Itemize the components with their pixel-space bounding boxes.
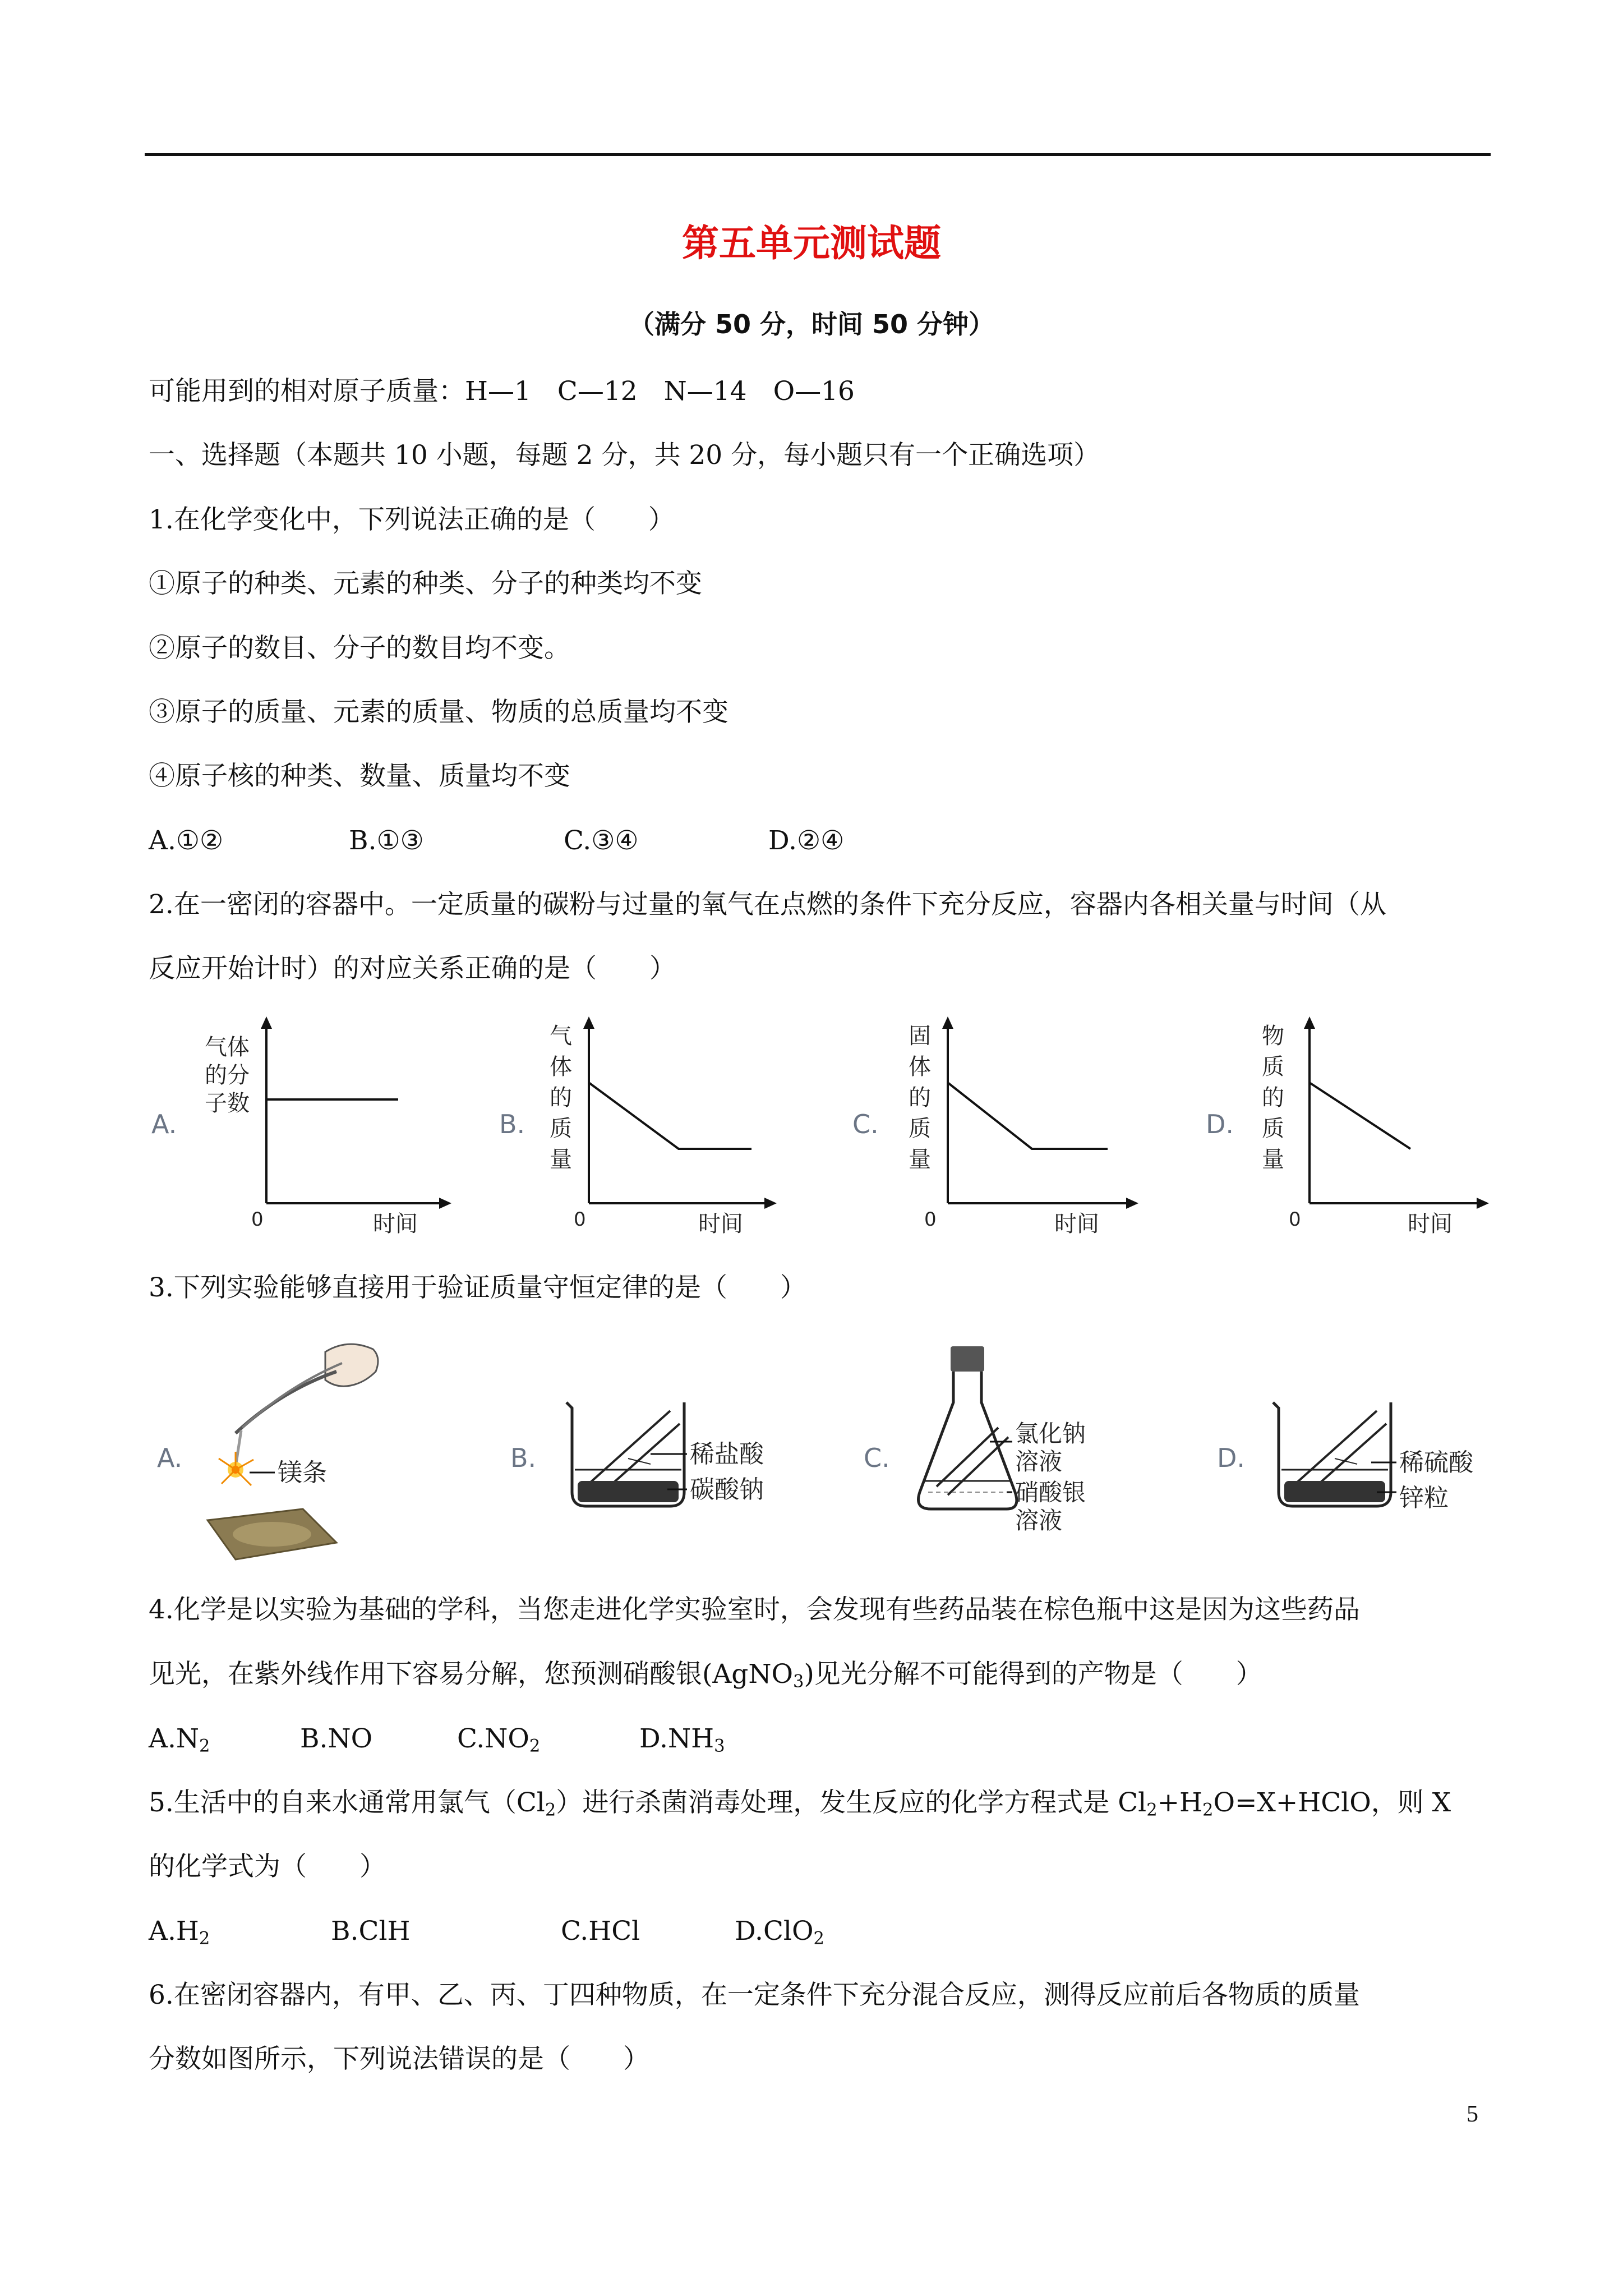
q4-stem-line2: 见光，在紫外线作用下容易分解，您预测硝酸银(AgNO$_3$)见光分解不可能得到的产物是（ ） bbox=[149, 1659, 1262, 1692]
graph-b-origin: 0 bbox=[574, 1208, 586, 1231]
q2-graph-a bbox=[146, 1010, 460, 1245]
graph-c-letter: C. bbox=[852, 1109, 879, 1139]
graph-c-ylabel-2: 体 bbox=[909, 1054, 931, 1080]
erlenmeyer-flask bbox=[919, 1372, 1017, 1509]
q3-apparatus-d bbox=[1211, 1329, 1525, 1565]
q3-apparatus-a bbox=[151, 1329, 454, 1565]
flame-sparks bbox=[219, 1452, 253, 1485]
page-number: 5 bbox=[1467, 2101, 1478, 2127]
graph-c-ylabel-1: 固 bbox=[909, 1023, 931, 1049]
graph-c-curve bbox=[948, 1083, 1108, 1149]
graph-b-curve bbox=[589, 1083, 751, 1149]
atomic-mass-line: 可能用到的相对原子质量：H—1 C—12 N—14 O—16 bbox=[149, 376, 855, 407]
q1-statement-2: ②原子的数目、分子的数目均不变。 bbox=[149, 633, 570, 664]
q1-statement-3: ③原子的质量、元素的质量、物质的总质量均不变 bbox=[149, 697, 728, 728]
q4-stem-line1: 4.化学是以实验为基础的学科，当您走进化学实验室时，会发现有些药品装在棕色瓶中这是因为这些药品 bbox=[149, 1594, 1360, 1625]
q1-statement-1: ①原子的种类、元素的种类、分子的种类均不变 bbox=[149, 568, 702, 599]
graph-c-ylabel-4: 质 bbox=[909, 1116, 931, 1142]
q5-option-b: B.ClH bbox=[331, 1916, 411, 1947]
q5-option-d: D.ClO$_2$ bbox=[735, 1916, 824, 1949]
graph-b-ylabel-3: 的 bbox=[550, 1085, 572, 1111]
apparatus-d-label-2: 锌粒 bbox=[1399, 1484, 1449, 1512]
graph-d-letter: D. bbox=[1206, 1109, 1234, 1139]
graph-d-ylabel-3: 的 bbox=[1262, 1085, 1284, 1111]
page-subtitle: （满分 50 分，时间 50 分钟） bbox=[628, 309, 995, 339]
graph-d-ylabel-2: 质 bbox=[1262, 1054, 1284, 1080]
q3-apparatus-b bbox=[505, 1329, 808, 1565]
q3-apparatus-c bbox=[858, 1329, 1172, 1565]
q2-graph-c bbox=[847, 1010, 1161, 1245]
graph-b-ylabel-2: 体 bbox=[550, 1054, 572, 1080]
graph-a-ylabel-2: 的分 bbox=[205, 1062, 250, 1088]
graph-b-ylabel-4: 质 bbox=[550, 1116, 572, 1142]
q2-graph-b bbox=[494, 1010, 808, 1245]
q6-stem-line1: 6.在密闭容器内，有甲、乙、丙、丁四种物质，在一定条件下充分混合反应，测得反应前后各物质的质量 bbox=[149, 1980, 1360, 2010]
graph-a-ylabel-3: 子数 bbox=[205, 1091, 250, 1116]
apparatus-a-letter: A. bbox=[157, 1443, 183, 1473]
q1-stem: 1.在化学变化中，下列说法正确的是（ ） bbox=[149, 504, 675, 535]
apparatus-d-letter: D. bbox=[1217, 1443, 1246, 1473]
graph-d-ylabel-1: 物 bbox=[1262, 1023, 1284, 1049]
q4-option-d: $D.NH_3$ bbox=[639, 1723, 725, 1756]
graph-a-origin: 0 bbox=[251, 1208, 264, 1231]
graph-d-origin: 0 bbox=[1289, 1208, 1301, 1231]
test-tube-b bbox=[589, 1411, 680, 1492]
apparatus-c-label-3: 硝酸银 bbox=[1015, 1479, 1086, 1506]
graph-d-xlabel: 时间 bbox=[1408, 1211, 1453, 1237]
apparatus-b-label-2: 碳酸钠 bbox=[690, 1475, 764, 1504]
graph-b-xlabel: 时间 bbox=[698, 1211, 743, 1237]
sodium-carbonate-solid bbox=[578, 1481, 679, 1502]
apparatus-a-label: 镁条 bbox=[278, 1458, 327, 1487]
apparatus-c-letter: C. bbox=[864, 1443, 890, 1473]
apparatus-c-label-2: 溶液 bbox=[1015, 1448, 1063, 1475]
q1-option-a: A.①② bbox=[149, 825, 224, 856]
q5-option-c: C.HCl bbox=[561, 1916, 640, 1947]
flask-stopper bbox=[951, 1346, 984, 1372]
apparatus-c-label-1: 氯化钠 bbox=[1015, 1420, 1086, 1447]
graph-d-curve bbox=[1310, 1083, 1410, 1149]
graph-b-ylabel-1: 气 bbox=[550, 1023, 572, 1049]
q4-option-a: $A.N_2$ bbox=[149, 1723, 210, 1756]
graph-b-ylabel-5: 量 bbox=[550, 1147, 572, 1172]
tongs-illustration bbox=[236, 1372, 336, 1433]
test-tube-c bbox=[937, 1428, 1008, 1495]
q5-stem-line1: 5.生活中的自来水通常用氯气$(Cl_2)$进行杀菌消毒处理，发生反应的化学方程式是 $Cl_2+H_2O=X+HClO$，则 X bbox=[149, 1787, 1451, 1820]
zinc-granules bbox=[1284, 1481, 1385, 1502]
page-title: 第五单元测试题 bbox=[682, 222, 941, 265]
q1-option-c: C.③④ bbox=[564, 825, 639, 856]
q1-option-b: B.①③ bbox=[349, 825, 424, 856]
graph-a-xlabel: 时间 bbox=[373, 1211, 418, 1237]
header-rule bbox=[145, 153, 1491, 156]
test-tube-d bbox=[1295, 1411, 1386, 1492]
graph-c-ylabel-5: 量 bbox=[909, 1147, 931, 1172]
graph-a-ylabel-1: 气体 bbox=[205, 1034, 250, 1060]
graph-d-ylabel-5: 量 bbox=[1262, 1147, 1284, 1172]
graph-a-letter: A. bbox=[151, 1109, 177, 1139]
q4-option-b: B.NO bbox=[300, 1723, 373, 1754]
q5-stem-line2: 的化学式为（ ） bbox=[149, 1851, 386, 1882]
graph-c-xlabel: 时间 bbox=[1054, 1211, 1099, 1237]
q3-stem: 3.下列实验能够直接用于验证质量守恒定律的是（ ） bbox=[149, 1272, 806, 1303]
graph-c-origin: 0 bbox=[924, 1208, 937, 1231]
apparatus-b-label-1: 稀盐酸 bbox=[690, 1440, 764, 1469]
q1-option-d: D.②④ bbox=[768, 825, 845, 856]
q5-option-a: $A.H_2$ bbox=[149, 1916, 210, 1949]
section-heading: 一、选择题（本题共 10 小题，每题 2 分，共 20 分，每小题只有一个正确选项） bbox=[149, 440, 1100, 471]
apparatus-c-label-4: 溶液 bbox=[1015, 1507, 1063, 1534]
q2-graph-d bbox=[1200, 1010, 1514, 1245]
q6-stem-line2: 分数如图所示，下列说法错误的是（ ） bbox=[149, 2044, 649, 2074]
graph-c-ylabel-3: 的 bbox=[909, 1085, 931, 1111]
q2-stem-line1: 2.在一密闭的容器中。一定质量的碳粉与过量的氧气在点燃的条件下充分反应，容器内各相关量与时间（从 bbox=[149, 889, 1386, 920]
graph-d-ylabel-4: 质 bbox=[1262, 1116, 1284, 1142]
hand-illustration bbox=[325, 1344, 378, 1386]
apparatus-d-label-1: 稀硫酸 bbox=[1399, 1448, 1473, 1477]
q4-option-c: $C.NO_2$ bbox=[457, 1723, 541, 1756]
apparatus-b-letter: B. bbox=[510, 1443, 537, 1473]
graph-b-letter: B. bbox=[499, 1109, 525, 1139]
q1-statement-4: ④原子核的种类、数量、质量均不变 bbox=[149, 761, 570, 792]
q2-stem-line2: 反应开始计时）的对应关系正确的是（ ） bbox=[149, 953, 676, 984]
